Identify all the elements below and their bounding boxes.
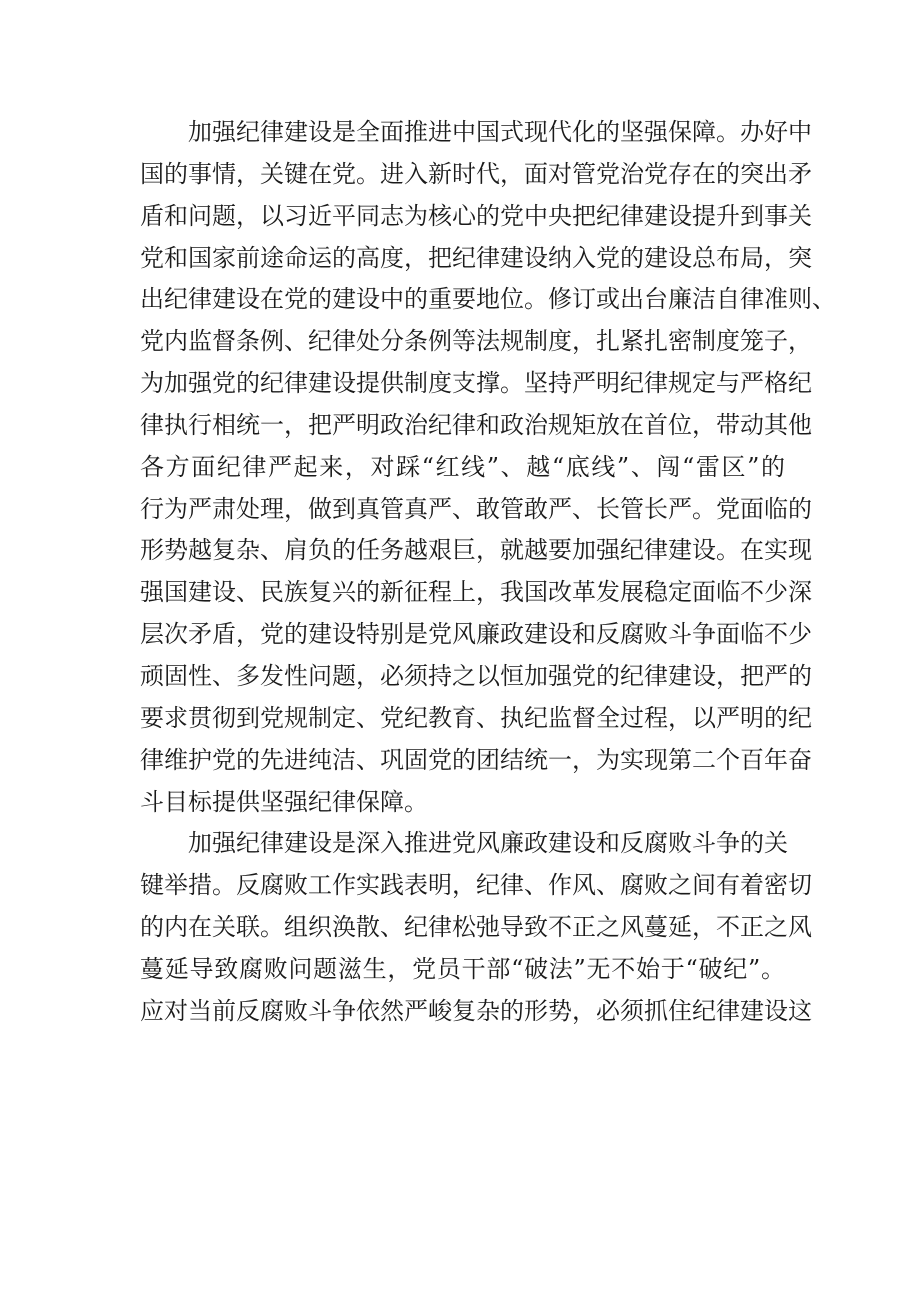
text-line: 层次矛盾，党的建设特别是党风廉政建设和反腐败斗争面临不少 bbox=[140, 620, 812, 649]
text-line: 应对当前反腐败斗争依然严峻复杂的形势，必须抓住纪律建设这 bbox=[140, 996, 812, 1025]
text-line: 出纪律建设在党的建设中的重要地位。修订或出台廉洁自律准则、 bbox=[140, 285, 836, 314]
text-line: 顽固性、多发性问题，必须持之以恒加强党的纪律建设，把严的 bbox=[140, 661, 812, 690]
text-line: 要求贯彻到党规制定、党纪教育、执纪监督全过程，以严明的纪 bbox=[140, 703, 812, 732]
text-line: 律执行相统一，把严明政治纪律和政治规矩放在首位，带动其他 bbox=[140, 410, 812, 439]
text-line: 律维护党的先进纯洁、巩固党的团结统一，为实现第二个百年奋 bbox=[140, 745, 812, 774]
text-line: 各方面纪律严起来，对踩“红线”、越“底线”、闯“雷区”的 bbox=[140, 452, 785, 481]
text-line: 加强纪律建设是深入推进党风廉政建设和反腐败斗争的关 bbox=[188, 829, 788, 858]
text-line: 盾和问题，以习近平同志为核心的党中央把纪律建设提升到事关 bbox=[140, 201, 812, 230]
text-line: 党内监督条例、纪律处分条例等法规制度，扎紧扎密制度笼子， bbox=[140, 327, 812, 356]
text-line: 的内在关联。组织涣散、纪律松弛导致不正之风蔓延，不正之风 bbox=[140, 913, 812, 942]
text-line: 国的事情，关键在党。进入新时代，面对管党治党存在的突出矛 bbox=[140, 159, 812, 188]
text-line: 为加强党的纪律建设提供制度支撑。坚持严明纪律规定与严格纪 bbox=[140, 369, 812, 398]
text-line: 强国建设、民族复兴的新征程上，我国改革发展稳定面临不少深 bbox=[140, 578, 812, 607]
paragraph-anti-corruption bbox=[140, 823, 812, 1032]
paragraph-discipline-guarantee bbox=[140, 112, 836, 823]
text-line: 党和国家前途命运的高度，把纪律建设纳入党的建设总布局，突 bbox=[140, 243, 812, 272]
text-line: 行为严肃处理，做到真管真严、敢管敢严、长管长严。党面临的 bbox=[140, 494, 812, 523]
document-body bbox=[140, 112, 836, 1033]
text-line: 键举措。反腐败工作实践表明，纪律、作风、腐败之间有着密切 bbox=[140, 871, 812, 900]
text-line: 形势越复杂、肩负的任务越艰巨，就越要加强纪律建设。在实现 bbox=[140, 536, 812, 565]
text-line: 斗目标提供坚强纪律保障。 bbox=[140, 787, 428, 816]
text-line: 加强纪律建设是全面推进中国式现代化的坚强保障。办好中 bbox=[188, 118, 812, 146]
text-line: 蔓延导致腐败问题滋生，党员干部“破法”无不始于“破纪”。 bbox=[140, 954, 785, 983]
